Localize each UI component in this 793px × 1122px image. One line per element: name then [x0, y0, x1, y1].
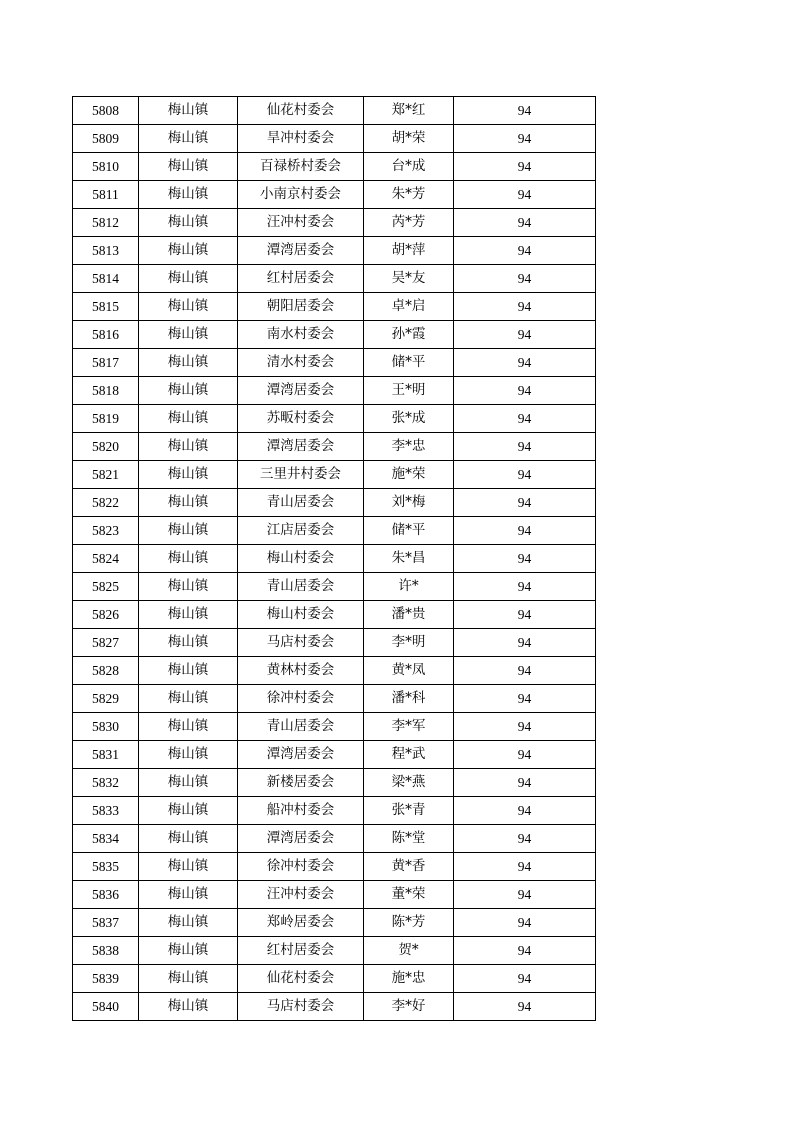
cell-committee: 清水村委会	[238, 349, 364, 377]
cell-id: 5836	[73, 881, 139, 909]
table-row	[73, 881, 596, 909]
cell-id: 5823	[73, 517, 139, 545]
cell-name: 台*成	[364, 153, 454, 181]
cell-town: 梅山镇	[139, 853, 238, 881]
cell-name: 陈*芳	[364, 909, 454, 937]
cell-committee: 马店村委会	[238, 993, 364, 1021]
cell-committee: 青山居委会	[238, 573, 364, 601]
cell-score: 94	[454, 853, 596, 881]
cell-score: 94	[454, 741, 596, 769]
table-row	[73, 993, 596, 1021]
cell-committee: 江店居委会	[238, 517, 364, 545]
cell-committee: 青山居委会	[238, 489, 364, 517]
cell-id: 5839	[73, 965, 139, 993]
cell-town: 梅山镇	[139, 825, 238, 853]
cell-score: 94	[454, 517, 596, 545]
cell-score: 94	[454, 433, 596, 461]
cell-name: 朱*昌	[364, 545, 454, 573]
cell-id: 5833	[73, 797, 139, 825]
cell-committee: 马店村委会	[238, 629, 364, 657]
cell-town: 梅山镇	[139, 713, 238, 741]
cell-town: 梅山镇	[139, 993, 238, 1021]
table-row	[73, 321, 596, 349]
cell-town: 梅山镇	[139, 937, 238, 965]
cell-id: 5813	[73, 237, 139, 265]
cell-id: 5808	[73, 97, 139, 125]
table-row	[73, 293, 596, 321]
cell-score: 94	[454, 461, 596, 489]
cell-id: 5821	[73, 461, 139, 489]
cell-name: 董*荣	[364, 881, 454, 909]
cell-town: 梅山镇	[139, 349, 238, 377]
cell-name: 郑*红	[364, 97, 454, 125]
cell-score: 94	[454, 629, 596, 657]
cell-committee: 仙花村委会	[238, 965, 364, 993]
cell-town: 梅山镇	[139, 321, 238, 349]
cell-committee: 南水村委会	[238, 321, 364, 349]
cell-id: 5820	[73, 433, 139, 461]
table-row	[73, 853, 596, 881]
table-row	[73, 545, 596, 573]
cell-score: 94	[454, 909, 596, 937]
cell-name: 张*成	[364, 405, 454, 433]
cell-town: 梅山镇	[139, 209, 238, 237]
table-row	[73, 377, 596, 405]
cell-committee: 三里井村委会	[238, 461, 364, 489]
cell-name: 芮*芳	[364, 209, 454, 237]
cell-id: 5827	[73, 629, 139, 657]
cell-name: 黄*香	[364, 853, 454, 881]
cell-name: 李*军	[364, 713, 454, 741]
data-table	[72, 96, 596, 1021]
cell-name: 陈*堂	[364, 825, 454, 853]
cell-id: 5826	[73, 601, 139, 629]
table-row	[73, 965, 596, 993]
cell-score: 94	[454, 601, 596, 629]
cell-score: 94	[454, 237, 596, 265]
table-row	[73, 685, 596, 713]
cell-id: 5829	[73, 685, 139, 713]
cell-town: 梅山镇	[139, 153, 238, 181]
cell-town: 梅山镇	[139, 881, 238, 909]
cell-score: 94	[454, 377, 596, 405]
table-row	[73, 601, 596, 629]
cell-score: 94	[454, 545, 596, 573]
cell-name: 李*明	[364, 629, 454, 657]
cell-town: 梅山镇	[139, 405, 238, 433]
cell-town: 梅山镇	[139, 97, 238, 125]
cell-id: 5817	[73, 349, 139, 377]
table-row	[73, 209, 596, 237]
table-row	[73, 769, 596, 797]
cell-id: 5834	[73, 825, 139, 853]
cell-town: 梅山镇	[139, 545, 238, 573]
cell-committee: 潭湾居委会	[238, 825, 364, 853]
cell-id: 5818	[73, 377, 139, 405]
cell-score: 94	[454, 125, 596, 153]
cell-id: 5819	[73, 405, 139, 433]
cell-committee: 红村居委会	[238, 937, 364, 965]
cell-score: 94	[454, 97, 596, 125]
table-row	[73, 741, 596, 769]
cell-town: 梅山镇	[139, 377, 238, 405]
cell-town: 梅山镇	[139, 909, 238, 937]
cell-committee: 苏畈村委会	[238, 405, 364, 433]
cell-score: 94	[454, 349, 596, 377]
table-row	[73, 153, 596, 181]
cell-town: 梅山镇	[139, 741, 238, 769]
cell-id: 5831	[73, 741, 139, 769]
cell-committee: 青山居委会	[238, 713, 364, 741]
cell-name: 施*荣	[364, 461, 454, 489]
cell-town: 梅山镇	[139, 657, 238, 685]
cell-score: 94	[454, 321, 596, 349]
cell-id: 5822	[73, 489, 139, 517]
cell-committee: 汪冲村委会	[238, 881, 364, 909]
cell-town: 梅山镇	[139, 181, 238, 209]
table-row	[73, 181, 596, 209]
cell-score: 94	[454, 965, 596, 993]
cell-town: 梅山镇	[139, 629, 238, 657]
cell-town: 梅山镇	[139, 489, 238, 517]
cell-name: 程*武	[364, 741, 454, 769]
cell-score: 94	[454, 881, 596, 909]
cell-score: 94	[454, 489, 596, 517]
table-row	[73, 937, 596, 965]
table-row	[73, 797, 596, 825]
cell-score: 94	[454, 293, 596, 321]
cell-id: 5828	[73, 657, 139, 685]
cell-name: 储*平	[364, 349, 454, 377]
cell-town: 梅山镇	[139, 125, 238, 153]
cell-name: 许*	[364, 573, 454, 601]
table-row	[73, 349, 596, 377]
cell-id: 5809	[73, 125, 139, 153]
cell-committee: 新楼居委会	[238, 769, 364, 797]
cell-score: 94	[454, 825, 596, 853]
cell-score: 94	[454, 937, 596, 965]
table-row	[73, 517, 596, 545]
cell-committee: 朝阳居委会	[238, 293, 364, 321]
cell-town: 梅山镇	[139, 601, 238, 629]
cell-committee: 徐冲村委会	[238, 853, 364, 881]
cell-id: 5830	[73, 713, 139, 741]
cell-name: 卓*启	[364, 293, 454, 321]
cell-committee: 潭湾居委会	[238, 741, 364, 769]
cell-committee: 小南京村委会	[238, 181, 364, 209]
cell-name: 潘*科	[364, 685, 454, 713]
table-row	[73, 405, 596, 433]
cell-committee: 梅山村委会	[238, 545, 364, 573]
cell-id: 5824	[73, 545, 139, 573]
table-row	[73, 461, 596, 489]
cell-score: 94	[454, 265, 596, 293]
cell-town: 梅山镇	[139, 433, 238, 461]
table-row	[73, 489, 596, 517]
cell-name: 孙*霞	[364, 321, 454, 349]
cell-committee: 仙花村委会	[238, 97, 364, 125]
cell-score: 94	[454, 685, 596, 713]
cell-score: 94	[454, 797, 596, 825]
cell-score: 94	[454, 181, 596, 209]
cell-name: 李*忠	[364, 433, 454, 461]
cell-committee: 百禄桥村委会	[238, 153, 364, 181]
table-row	[73, 433, 596, 461]
cell-name: 施*忠	[364, 965, 454, 993]
cell-score: 94	[454, 769, 596, 797]
cell-score: 94	[454, 573, 596, 601]
cell-score: 94	[454, 405, 596, 433]
cell-id: 5837	[73, 909, 139, 937]
cell-town: 梅山镇	[139, 685, 238, 713]
cell-committee: 汪冲村委会	[238, 209, 364, 237]
cell-committee: 潭湾居委会	[238, 377, 364, 405]
cell-committee: 红村居委会	[238, 265, 364, 293]
cell-name: 潘*贵	[364, 601, 454, 629]
cell-name: 吴*友	[364, 265, 454, 293]
cell-id: 5812	[73, 209, 139, 237]
table-row	[73, 265, 596, 293]
cell-committee: 梅山村委会	[238, 601, 364, 629]
cell-name: 贺*	[364, 937, 454, 965]
cell-score: 94	[454, 657, 596, 685]
cell-town: 梅山镇	[139, 797, 238, 825]
cell-name: 梁*燕	[364, 769, 454, 797]
cell-town: 梅山镇	[139, 573, 238, 601]
cell-id: 5810	[73, 153, 139, 181]
cell-name: 王*明	[364, 377, 454, 405]
table-row	[73, 629, 596, 657]
cell-score: 94	[454, 713, 596, 741]
cell-id: 5814	[73, 265, 139, 293]
cell-committee: 潭湾居委会	[238, 237, 364, 265]
cell-name: 张*青	[364, 797, 454, 825]
cell-town: 梅山镇	[139, 517, 238, 545]
cell-name: 胡*萍	[364, 237, 454, 265]
cell-id: 5815	[73, 293, 139, 321]
cell-score: 94	[454, 209, 596, 237]
cell-committee: 徐冲村委会	[238, 685, 364, 713]
cell-id: 5835	[73, 853, 139, 881]
cell-town: 梅山镇	[139, 965, 238, 993]
cell-id: 5832	[73, 769, 139, 797]
cell-name: 胡*荣	[364, 125, 454, 153]
cell-committee: 旱冲村委会	[238, 125, 364, 153]
table-row	[73, 573, 596, 601]
cell-name: 朱*芳	[364, 181, 454, 209]
cell-score: 94	[454, 153, 596, 181]
cell-id: 5825	[73, 573, 139, 601]
cell-id: 5838	[73, 937, 139, 965]
cell-town: 梅山镇	[139, 237, 238, 265]
table-row	[73, 713, 596, 741]
cell-name: 刘*梅	[364, 489, 454, 517]
cell-town: 梅山镇	[139, 461, 238, 489]
cell-score: 94	[454, 993, 596, 1021]
table-row	[73, 657, 596, 685]
cell-name: 黄*凤	[364, 657, 454, 685]
cell-name: 储*平	[364, 517, 454, 545]
cell-town: 梅山镇	[139, 265, 238, 293]
cell-town: 梅山镇	[139, 293, 238, 321]
cell-committee: 黄林村委会	[238, 657, 364, 685]
cell-id: 5816	[73, 321, 139, 349]
table-row	[73, 825, 596, 853]
cell-id: 5840	[73, 993, 139, 1021]
table-row	[73, 237, 596, 265]
table-row	[73, 97, 596, 125]
cell-committee: 潭湾居委会	[238, 433, 364, 461]
cell-committee: 船冲村委会	[238, 797, 364, 825]
cell-id: 5811	[73, 181, 139, 209]
cell-committee: 郑岭居委会	[238, 909, 364, 937]
cell-town: 梅山镇	[139, 769, 238, 797]
table-row	[73, 125, 596, 153]
table-row	[73, 909, 596, 937]
cell-name: 李*好	[364, 993, 454, 1021]
table-body	[73, 97, 596, 1021]
